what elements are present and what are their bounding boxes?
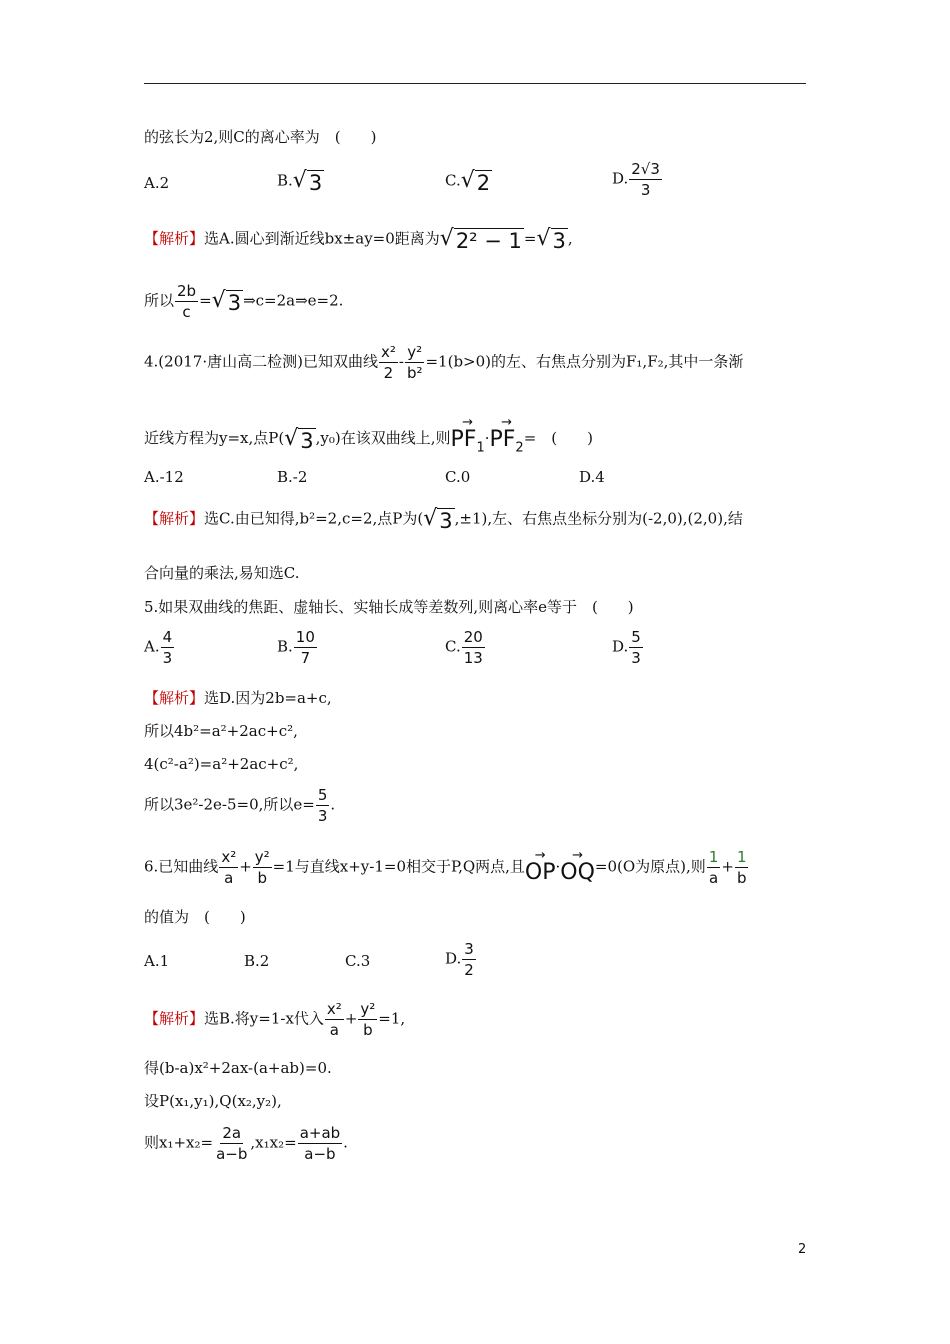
q3-solution-line1: 【解析】选A.圆心到渐近线bx±ay=0距离为 √ 2² − 1 = √ 3 , <box>144 226 573 253</box>
q6-option-c: C.3 <box>345 952 371 970</box>
q4-stem-line1: 4.(2017·唐山高二检测)已知双曲线 $\frac{\text{x²}}{2}$ - $\frac{\text{y²}}{\text{b²}}$ =1(b>0)的左、右焦点分别为F₁,F₂,其中一条渐 <box>144 343 744 382</box>
header-rule <box>144 83 806 84</box>
q3-option-c: C. √ 2 <box>445 168 491 195</box>
q5-solution-line2: 所以4b²=a²+2ac+c², <box>144 722 298 740</box>
q6-solution-line2: 得(b-a)x²+2ax-(a+ab)=0. <box>144 1059 332 1077</box>
q5-option-b: B. $\frac{10}{7}$ <box>277 628 315 667</box>
q5-option-d: D. $\frac{5}{3}$ <box>612 628 641 667</box>
q6-option-b: B.2 <box>244 952 270 970</box>
q4-stem-line2: 近线方程为y=x,点P( √ 3 ,y₀)在该双曲线上,则 → $PF_1$ · → $PF_2$ = ( ) <box>144 418 593 460</box>
q6-stem-line2: 的值为 ( ) <box>144 908 246 926</box>
q6-solution-line3: 设P(x₁,y₁),Q(x₂,y₂), <box>144 1092 282 1110</box>
q6-option-d: D. $\frac{3}{2}$ <box>445 940 474 979</box>
q3-option-b: B. √ 3 <box>277 168 323 195</box>
sqrt-symbol: √ 2 <box>460 168 491 195</box>
q5-stem: 5.如果双曲线的焦距、虚轴长、实轴长成等差数列,则离心率e等于 ( ) <box>144 598 634 616</box>
q3-solution-line2: 所以 $\frac{2b}{c}$ = √ 3 ⇒c=2a⇒e=2. <box>144 282 344 321</box>
solution-tag: 【解析】 <box>144 509 205 528</box>
q5-solution-line3: 4(c²-a²)=a²+2ac+c², <box>144 755 299 773</box>
q6-solution-line4: 则x₁+x₂= $\frac{2a}{a-b}$ ,x₁x₂= $\frac{a+ab}{a-b}$ . <box>144 1124 348 1163</box>
q5-solution-line1: 【解析】选D.因为2b=a+c, <box>144 689 332 707</box>
page-number: 2 <box>798 1242 807 1257</box>
q5-option-c: C. $\frac{20}{13}$ <box>445 628 483 667</box>
vector-oq: → OQ <box>560 847 595 885</box>
solution-tag: 【解析】 <box>144 1009 205 1028</box>
q5-option-a: A. $\frac{4}{3}$ <box>144 628 173 667</box>
q6-solution-line1: 【解析】选B.将y=1-x代入 $\frac{\text{x²}}{a}$ + $\frac{\text{y²}}{b}$ =1, <box>144 1000 406 1039</box>
solution-tag: 【解析】 <box>144 229 205 248</box>
q6-option-a: A.1 <box>144 952 170 970</box>
vector-op: → OP <box>524 847 556 885</box>
q4-option-c: C.0 <box>445 468 471 486</box>
sqrt-symbol: √ 3 <box>292 168 323 195</box>
q3-option-d: D. $\frac{2√3}{3}$ <box>612 160 660 199</box>
q4-option-a: A.-12 <box>144 468 184 486</box>
q4-option-b: B.-2 <box>277 468 308 486</box>
q5-solution-line4: 所以3e²-2e-5=0,所以e= $\frac{5}{3}$ . <box>144 786 336 825</box>
vector-pf2: → $PF_2$ <box>489 415 524 456</box>
q4-solution-line2: 合向量的乘法,易知选C. <box>144 564 300 582</box>
q4-solution-line1: 【解析】选C.由已知得,b²=2,c=2,点P为( √ 3 ,±1),左、右焦点坐标分别为(-2,0),(2,0),结 <box>144 506 743 533</box>
vector-pf1: → $PF_1$ <box>450 415 485 456</box>
q3-option-a: A.2 <box>144 174 170 192</box>
q3-stem-tail: 的弦长为2,则C的离心率为 ( ) <box>144 128 377 146</box>
solution-tag: 【解析】 <box>144 689 205 707</box>
q4-option-d: D.4 <box>579 468 605 486</box>
q6-stem-line1: 6.已知曲线 $\frac{\text{x²}}{a}$ + $\frac{\text{y²}}{b}$ =1与直线x+y-1=0相交于P,Q两点,且 → OP · → OQ =0(O为原点),则 $\frac{1}{a}$ + $\frac{1}{b}$ <box>144 847 747 887</box>
